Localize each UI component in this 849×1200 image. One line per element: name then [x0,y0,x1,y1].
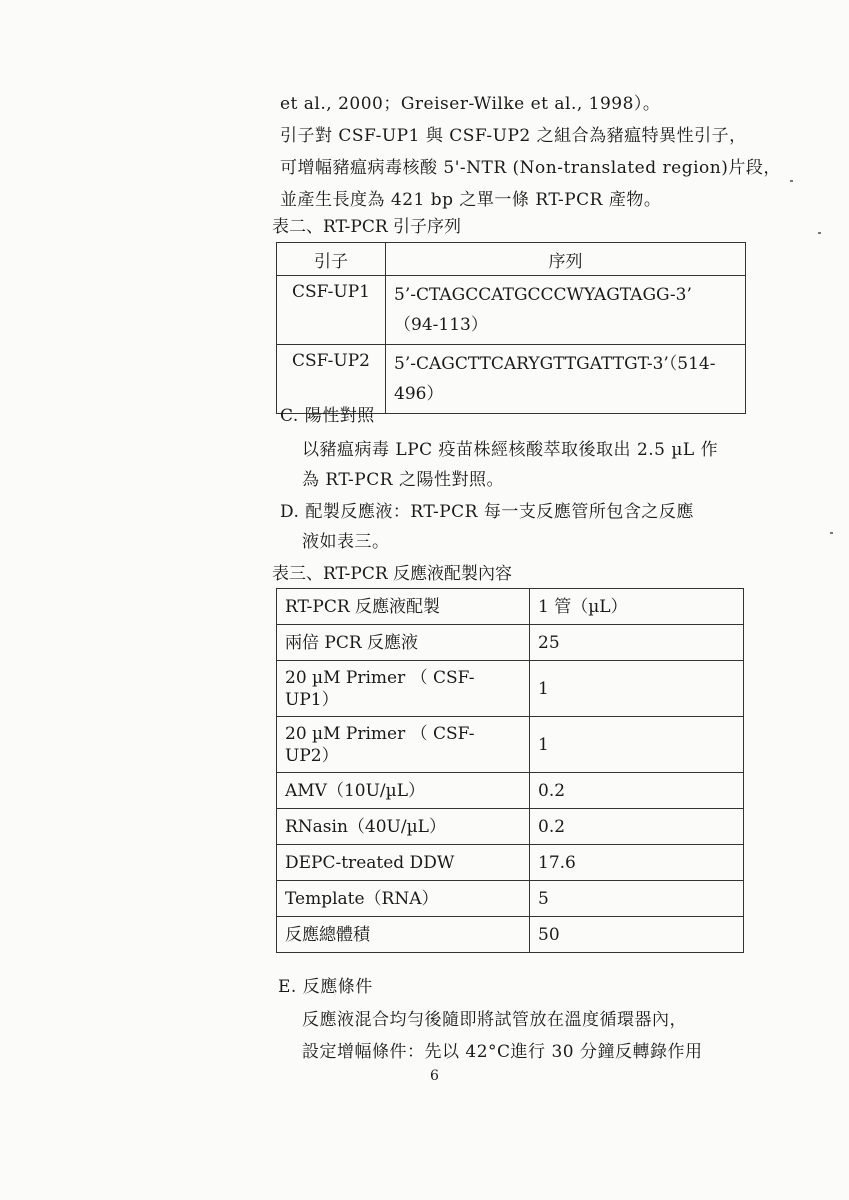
reagent-line: UP1） [285,689,339,710]
reagent-name [277,717,530,773]
reagent-name [277,661,530,717]
reagent-volume: 1 [530,661,744,717]
primer-name: CSF-UP2 [277,345,386,414]
primer-table [276,242,746,414]
reagent-line: 20 µM Primer （ CSF- [285,667,475,688]
paragraph-line: 為 RT-PCR 之陽性對照。 [302,470,504,490]
reagent-line: DEPC-treated DDW [285,852,455,873]
table-row [277,773,744,809]
table-header: 引子 [277,243,386,276]
reagent-line: UP2） [285,745,339,766]
table-row [277,845,744,881]
table-row [277,661,744,717]
reagent-line: 反應總體積 [285,924,370,945]
reagent-line: RNasin（40U/µL） [285,816,446,837]
scan-speck [790,180,793,182]
reagent-name [277,917,530,953]
table-row [277,589,744,625]
table-header: 序列 [386,243,746,276]
table-row [277,625,744,661]
paragraph-line: 以豬瘟病毒 LPC 疫苗株經核酸萃取後取出 2.5 µL 作 [302,440,719,460]
reagent-name [277,773,530,809]
section-c-title: C. 陽性對照 [280,406,375,426]
reagent-volume: 25 [530,625,744,661]
reagent-volume: 5 [530,881,744,917]
paragraph-line: 並產生長度為 421 bp 之單一條 RT-PCR 產物。 [280,190,662,210]
primer-sequence [386,276,746,345]
primer-sequence [386,345,746,414]
sequence-line: 5’-CTAGCCATGCCCWYAGTAGG-3’ [394,285,692,305]
paragraph-line: 可增幅豬瘟病毒核酸 5'-NTR (Non-translated region)片段， [280,158,781,178]
reagent-name [277,881,530,917]
reagent-volume: 0.2 [530,809,744,845]
section-d-line: D. 配製反應液：RT-PCR 每一支反應管所包含之反應 [280,502,694,522]
reagent-name [277,809,530,845]
reagent-line: RT-PCR 反應液配製 [285,596,441,617]
reaction-mix-table [276,588,744,953]
paragraph-line: 設定增幅條件：先以 42°C進行 30 分鐘反轉錄作用 [302,1042,703,1062]
reagent-line: Template（RNA） [285,888,439,909]
reagent-volume: 0.2 [530,773,744,809]
reagent-name [277,625,530,661]
table-row [277,809,744,845]
table3-caption: 表三、RT-PCR 反應液配製內容 [272,564,513,584]
reagent-line: 20 µM Primer （ CSF- [285,723,475,744]
reagent-volume: 1 [530,717,744,773]
table-row [277,717,744,773]
paragraph-line: et al., 2000；Greiser-Wilke et al., 1998）。 [280,94,661,114]
reagent-volume: 17.6 [530,845,744,881]
sequence-line: 496） [394,384,444,404]
reagent-name [277,845,530,881]
table-row [277,917,744,953]
reagent-line: 兩倍 PCR 反應液 [285,632,419,653]
paragraph-line: 引子對 CSF-UP1 與 CSF-UP2 之組合為豬瘟特異性引子， [280,126,747,146]
reagent-volume: 50 [530,917,744,953]
table-header-row [277,243,746,276]
sequence-line: （94-113） [394,315,488,335]
sequence-line: 5’-CAGCTTCARYGTTGATTGT-3’（514- [394,354,716,374]
table-row [277,276,746,345]
reagent-volume: 1 管（µL） [530,589,744,625]
table-row [277,881,744,917]
paragraph-line: 反應液混合均勻後隨即將試管放在溫度循環器內， [302,1010,687,1030]
scan-speck [818,232,821,234]
reagent-name [277,589,530,625]
table2-caption: 表二、RT-PCR 引子序列 [272,217,462,237]
reagent-line: AMV（10U/µL） [285,780,425,801]
scan-speck [830,532,833,534]
section-d-line: 液如表三。 [302,532,390,552]
section-e-title: E. 反應條件 [278,977,373,997]
page-number: 6 [430,1068,439,1084]
primer-name: CSF-UP1 [277,276,386,345]
